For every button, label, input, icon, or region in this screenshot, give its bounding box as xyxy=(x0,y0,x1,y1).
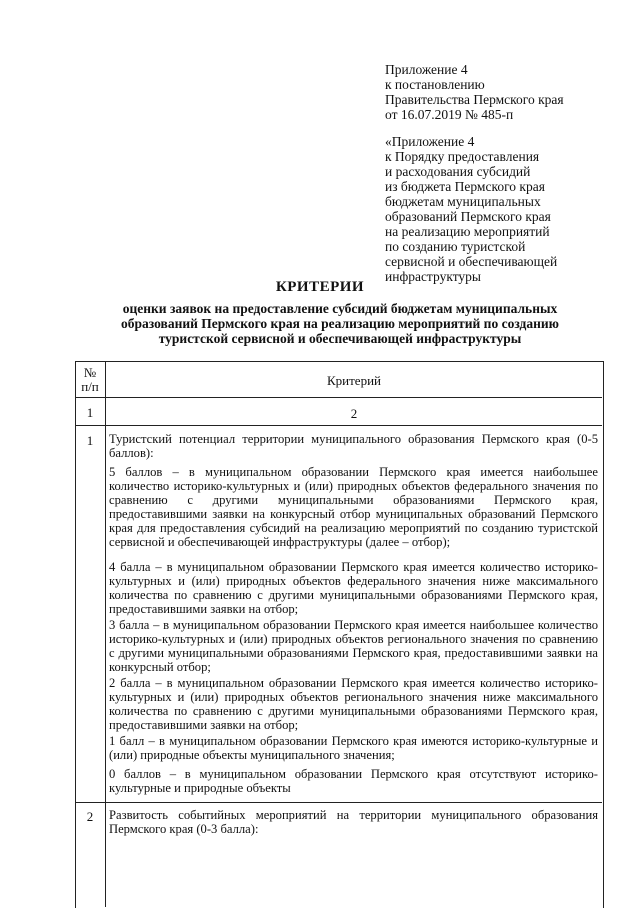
table-numbering-divider xyxy=(75,425,602,426)
column-number-1: 1 xyxy=(86,405,94,420)
appendix-inner-line: бюджетам муниципальных xyxy=(385,194,541,209)
criterion-paragraph: 0 баллов – в муниципальном образовании Пермского края отсутствуют историко-культурные и природные объекты xyxy=(109,767,598,795)
appendix-inner-line: по созданию туристской xyxy=(385,239,526,254)
header-criterion-label: Критерий xyxy=(327,373,381,388)
row-number: 2 xyxy=(86,809,94,824)
document-subtitle xyxy=(60,301,620,346)
appendix-inner-header xyxy=(385,134,625,284)
criterion-paragraph: Развитость событийных мероприятий на территории муниципального образования Пермского края (0-3 балла): xyxy=(109,808,598,836)
appendix-header xyxy=(385,62,625,122)
criterion-paragraph: 2 балла – в муниципальном образовании Пермского края имеется количество историко-культурных и (или) природных объектов регионального значения ниже максимального количества по сравнению с другими муниципальными образованиями Пермского края, предоставившими заявки на отбор; xyxy=(109,676,598,732)
criterion-paragraph: 5 баллов – в муниципальном образовании Пермского края имеется наибольшее количество историко-культурных и (или) природных объектов федерального значения по сравнению с другими муниципальными образованиями Пермского края, предоставившими заявки на конкурсный отбор муниципальных образований Пермского края для предоставления субсидий на реализацию мероприятий по созданию туристской сервисной и обеспечивающей инфраструктуры (далее – отбор); xyxy=(109,465,598,549)
table-column-divider xyxy=(105,361,106,907)
appendix-inner-line: к Порядку предоставления xyxy=(385,149,540,164)
appendix-inner-line: инфраструктуры xyxy=(385,269,481,284)
criterion-paragraph: Туристский потенциал территории муниципального образования Пермского края (0-5 баллов): xyxy=(109,432,598,460)
appendix-line: от 16.07.2019 № 485-п xyxy=(385,107,514,122)
appendix-line: к постановлению xyxy=(385,77,485,92)
criterion-paragraph: 4 балла – в муниципальном образовании Пермского края имеется количество историко-культурных и (или) природных объектов федерального значения ниже максимального количества по сравнению с другими муниципальными образованиями Пермского края, предоставившими заявки на отбор; xyxy=(109,560,598,616)
appendix-inner-line: образований Пермского края xyxy=(385,209,551,224)
appendix-inner-line: на реализацию мероприятий xyxy=(385,224,550,239)
appendix-inner-line: «Приложение 4 xyxy=(385,134,475,149)
document-title: КРИТЕРИИ xyxy=(275,279,365,295)
appendix-line: Приложение 4 xyxy=(385,62,468,77)
criterion-paragraph: 1 балл – в муниципальном образовании Пермского края имеются историко-культурные и (или) природные объекты муниципального значения; xyxy=(109,734,598,762)
table-header-divider xyxy=(75,397,602,398)
subtitle-line: оценки заявок на предоставление субсидий бюджетам муниципальных xyxy=(122,301,558,316)
subtitle-line: туристской сервисной и обеспечивающей инфраструктуры xyxy=(158,331,522,346)
appendix-inner-line: и расходования субсидий xyxy=(385,164,531,179)
row-number: 1 xyxy=(86,433,94,448)
header-num-label: № п/п xyxy=(81,365,99,394)
subtitle-line: образований Пермского края на реализацию мероприятий по созданию xyxy=(121,316,559,331)
table-row-divider xyxy=(75,802,602,803)
criterion-paragraph: 3 балла – в муниципальном образовании Пермского края имеется наибольшее количество историко-культурных и (или) природных объектов регионального значения по сравнению с другими муниципальными образованиями Пермского края, предоставившими заявки на конкурсный отбор; xyxy=(109,618,598,674)
appendix-inner-line: из бюджета Пермского края xyxy=(385,179,545,194)
appendix-line: Правительства Пермского края xyxy=(385,92,564,107)
column-number-2: 2 xyxy=(350,406,358,421)
appendix-inner-line: сервисной и обеспечивающей xyxy=(385,254,558,269)
